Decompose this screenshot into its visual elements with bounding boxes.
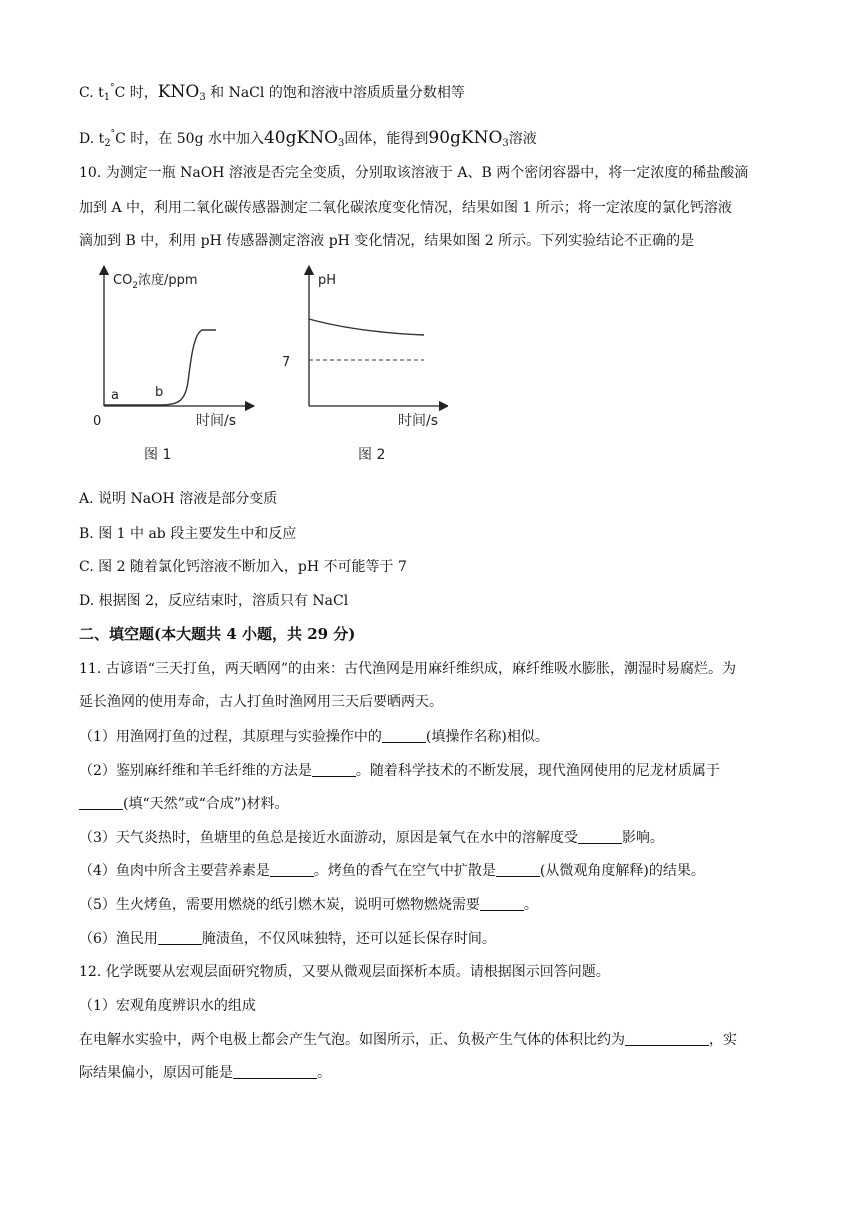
- q11-part1: （1）用渔网打鱼的过程，其原理与实验操作中的 (填操作名称)相似。: [79, 729, 549, 745]
- answer-blank[interactable]: [496, 862, 540, 877]
- q10-option-b: B. 图 1 中 ab 段主要发生中和反应: [79, 526, 297, 542]
- section-heading: 二、填空题(本大题共 4 小题，共 29 分): [79, 625, 356, 643]
- q11-part2-cont: (填“天然”或“合成”)材料。: [79, 794, 289, 814]
- q10-option-a: A. 说明 NaOH 溶液是部分变质: [79, 491, 278, 507]
- q11-part6: （6）渔民用 腌渍鱼，不仅风味独特，还可以延长保存时间。: [79, 931, 496, 947]
- q12-part1: （1）宏观角度辨识水的组成: [79, 998, 256, 1014]
- fig1-x-label: 时间/s: [196, 413, 237, 429]
- q11-part5: （5）生火烤鱼，需要用燃烧的纸引燃木炭，说明可燃物燃烧需要 。: [79, 897, 538, 913]
- option-d: D. $t_2^\circ C$ 时，在 50g 水中加入40gKNO$_3$固体，能得到90gKNO$_3$溶液: [79, 128, 537, 149]
- q10-line2: 加到 A 中，利用二氧化碳传感器测定二氧化碳浓度变化情况，结果如图 1 所示；将一定浓度的氯化钙溶液: [79, 200, 732, 216]
- fig1-point-a: a: [111, 388, 119, 403]
- q11-line1: 11. 古谚语“三天打鱼，两天晒网”的由来：古代渔网是用麻纤维织成，麻纤维吸水膨胀，潮湿时易腐烂。为: [79, 661, 737, 677]
- answer-blank[interactable]: [270, 862, 314, 877]
- fig2-ref-label: 7: [282, 355, 291, 370]
- q10-line3: 滴加到 B 中，利用 pH 传感器测定溶液 pH 变化情况，结果如图 2 所示。下列实验结论不正确的是: [79, 233, 695, 249]
- figure-1-co2-chart: [88, 262, 258, 467]
- answer-blank[interactable]: [312, 762, 356, 777]
- fig1-caption: 图 1: [144, 447, 172, 463]
- fig2-x-label: 时间/s: [398, 413, 439, 429]
- fig2-ph-curve: [309, 319, 424, 335]
- answer-blank[interactable]: [480, 896, 524, 911]
- q11-line2: 延长渔网的使用寿命，古人打鱼时渔网用三天后要晒两天。: [79, 694, 443, 710]
- fig2-caption: 图 2: [358, 447, 386, 463]
- option-c: C. $t_1^\circ C$ 时，$KNO_3$ 和 NaCl 的饱和溶液中溶质质量分数相等: [79, 82, 465, 103]
- answer-blank[interactable]: [158, 930, 202, 945]
- q10-option-c: C. 图 2 随着氯化钙溶液不断加入，pH 不可能等于 7: [79, 559, 407, 575]
- figure-2-ph-chart: [278, 262, 448, 467]
- q10-option-d: D. 根据图 2，反应结束时，溶质只有 NaCl: [79, 593, 349, 609]
- q11-part2: （2）鉴别麻纤维和羊毛纤维的方法是 。随着科学技术的不断发展，现代渔网使用的尼龙材质属于: [79, 763, 720, 779]
- answer-blank[interactable]: [625, 1031, 709, 1046]
- fig2-y-label: pH: [318, 273, 337, 288]
- fig1-point-b: b: [155, 385, 164, 400]
- answer-blank[interactable]: [79, 795, 123, 810]
- answer-blank[interactable]: [578, 829, 622, 844]
- answer-blank[interactable]: [382, 728, 426, 743]
- q12-line1: 12. 化学既要从宏观层面研究物质，又要从微观层面探析本质。请根据图示回答问题。: [79, 964, 610, 980]
- q12-part2: 在电解水实验中，两个电极上都会产生气泡。如图所示，正、负极产生气体的体积比约为 ，实: [79, 1032, 737, 1048]
- q11-part3: （3）天气炎热时，鱼塘里的鱼总是接近水面游动，原因是氧气在水中的溶解度受 影响。: [79, 830, 664, 846]
- fig1-y-label: $CO_2$浓度/ppm: [113, 273, 198, 291]
- q11-part4: （4）鱼肉中所含主要营养素是 。烤鱼的香气在空气中扩散是 (从微观角度解释)的结果。: [79, 863, 705, 879]
- fig1-origin: 0: [93, 414, 102, 429]
- q12-part3: 际结果偏小，原因可能是 。: [79, 1065, 331, 1081]
- q10-line1: 10. 为测定一瓶 NaOH 溶液是否完全变质，分别取该溶液于 A、B 两个密闭容器中，将一定浓度的稀盐酸滴: [79, 165, 749, 181]
- answer-blank[interactable]: [233, 1064, 317, 1079]
